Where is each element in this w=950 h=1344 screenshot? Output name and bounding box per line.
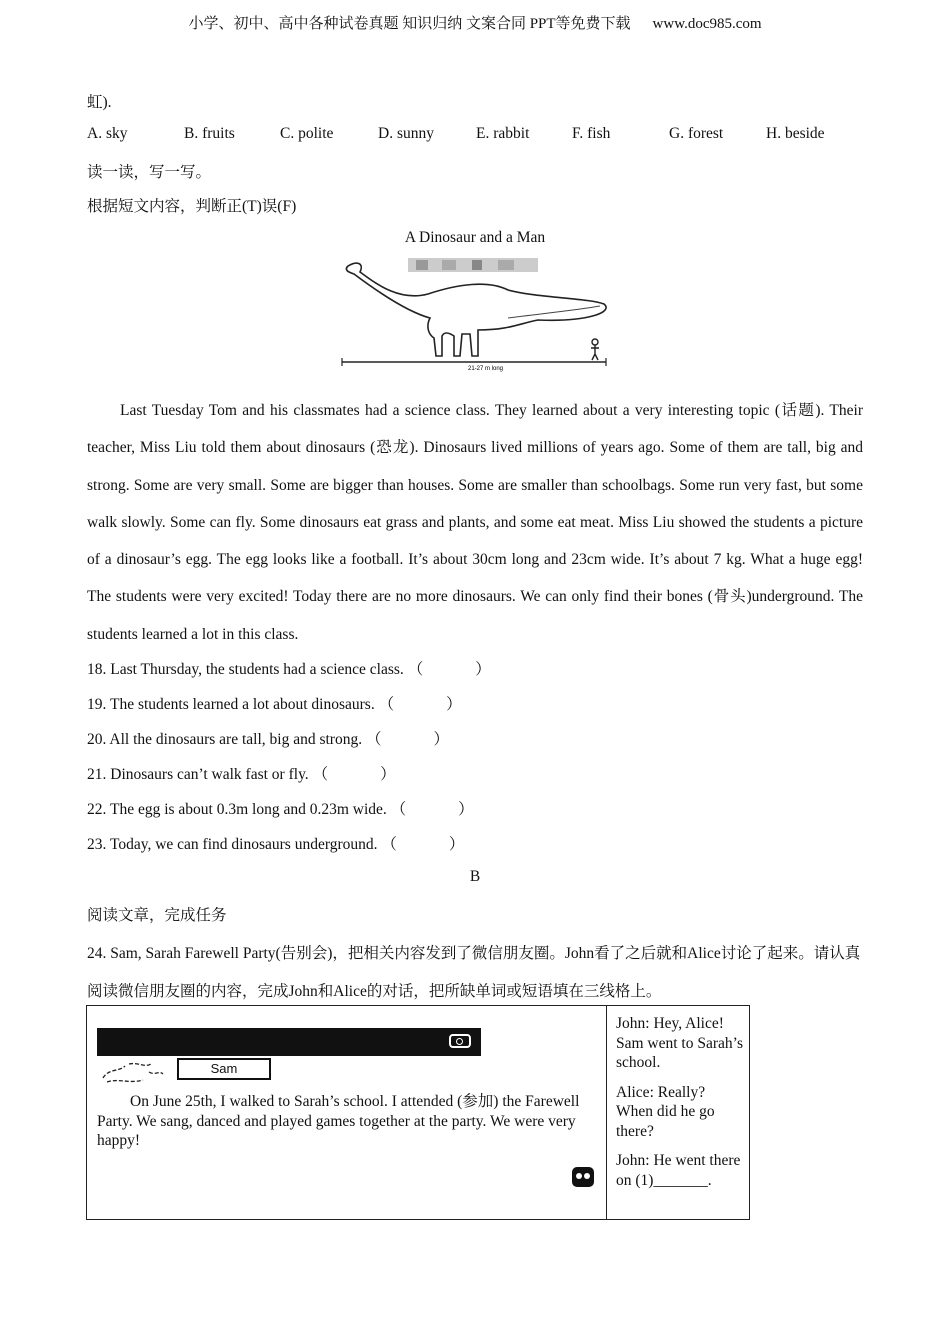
question-24: 24. Sam, Sarah Farewell Party(告别会)，把相关内容发到了微信朋友圈。John看了之后就和Alice讨论了起来。请认真阅读微信朋友圈的内容，完成John和Alice的对话，把所缺单词或短语填在三线格上。: [87, 945, 861, 1000]
question-19: [87, 692, 462, 714]
question-text: 18. Last Thursday, the students had a science class.: [87, 661, 404, 678]
option-b: B. fruits: [184, 125, 235, 142]
dialog-line-1: John: Hey, Alice! Sam went to Sarah’s school.: [616, 1015, 743, 1071]
wechat-icon: [571, 1166, 595, 1188]
header-text: 小学、初中、高中各种试卷真题 知识归纳 文案合同 PPT等免费下载: [188, 16, 631, 32]
passage-text: Last Tuesday Tom and his classmates had a science class. They learned about a very interesting topic (话题). Their teacher, Miss Liu told them about dinosaurs (恐龙). Dinosaurs lived millions of years ago. Some of them are tall, big and strong. Some are very small. Some are bigger than houses. Some are smaller than schoolbags. Some run very fast, but some walk slowly. Some can fly. Some dinosaurs eat grass and plants, and some eat meat. Miss Liu showed the students a picture of a dinosaur’s egg. The egg looks like a football. It’s about 30cm long and 23cm wide. It’s about 7 kg. What a huge egg! The students were very excited! Today there are no more dinosaurs. We can only find their bones (骨头)underground. The students learned a lot in this class.: [87, 402, 863, 643]
table-divider: [606, 1006, 607, 1219]
option-e: E. rabbit: [476, 125, 530, 142]
answer-open[interactable]: （: [381, 836, 397, 853]
option-f: F. fish: [572, 125, 611, 142]
page-header: [0, 12, 950, 33]
option-h: H. beside: [766, 125, 825, 142]
header-site[interactable]: www.doc985.com: [652, 16, 762, 32]
section-b-heading: B: [469, 868, 481, 885]
moments-post-text: On June 25th, I walked to Sarah’s school. I attended (参加) the Farewell Party. We sang, danced and played games together at the party. We were very happy!: [97, 1093, 580, 1149]
section-read-write: 读一读，写一写。: [87, 164, 212, 181]
option-d: D. sunny: [378, 125, 434, 142]
instruction-tf: 根据短文内容，判断正(T)误(F): [87, 198, 297, 215]
question-20: [87, 727, 449, 749]
option-a: A. sky: [87, 125, 128, 142]
answer-close: ）: [433, 731, 449, 748]
question-text: 19. The students learned a lot about dinosaurs.: [87, 696, 375, 713]
dinosaur-and-man-illustration: [338, 252, 612, 372]
moments-header-bar: [97, 1028, 481, 1056]
dialog-box: [616, 1014, 744, 1200]
question-text: 22. The egg is about 0.3m long and 0.23m wide.: [87, 801, 387, 818]
answer-close: ）: [448, 836, 465, 853]
answer-open[interactable]: （: [407, 661, 424, 678]
scale-label: 21-27 m long: [468, 366, 504, 372]
moments-name: Sam: [177, 1058, 271, 1080]
question-21: [87, 762, 396, 784]
answer-close: ）: [458, 801, 474, 818]
question-23: [87, 832, 464, 854]
answer-open[interactable]: （: [365, 731, 382, 748]
question-text: 20. All the dinosaurs are tall, big and strong.: [87, 731, 363, 748]
answer-open[interactable]: （: [378, 696, 395, 713]
question-text: 23. Today, we can find dinosaurs underground.: [87, 836, 378, 853]
question-text: 21. Dinosaurs can’t walk fast or fly.: [87, 766, 309, 783]
moments-post: [97, 1092, 597, 1151]
passage: [87, 392, 863, 653]
dialog-line-3[interactable]: John: He went there on (1)_______.: [616, 1152, 741, 1189]
answer-close: ）: [475, 661, 491, 678]
dialog-line-2: Alice: Really? When did he go there?: [616, 1083, 715, 1140]
task-table: [86, 1005, 750, 1220]
option-g: G. forest: [669, 125, 724, 142]
question-18: [87, 657, 491, 679]
passage-title: A Dinosaur and a Man: [404, 229, 546, 246]
answer-open[interactable]: （: [312, 766, 329, 783]
avatar: [99, 1058, 167, 1086]
answer-close: ）: [446, 696, 462, 713]
camera-icon[interactable]: [449, 1034, 471, 1048]
top-fragment: 虹).: [87, 94, 112, 111]
instruction-task: 阅读文章，完成任务: [87, 907, 227, 924]
answer-close: ）: [380, 766, 396, 783]
answer-open[interactable]: （: [390, 801, 407, 818]
option-c: C. polite: [280, 125, 334, 142]
question-22: [87, 797, 474, 819]
